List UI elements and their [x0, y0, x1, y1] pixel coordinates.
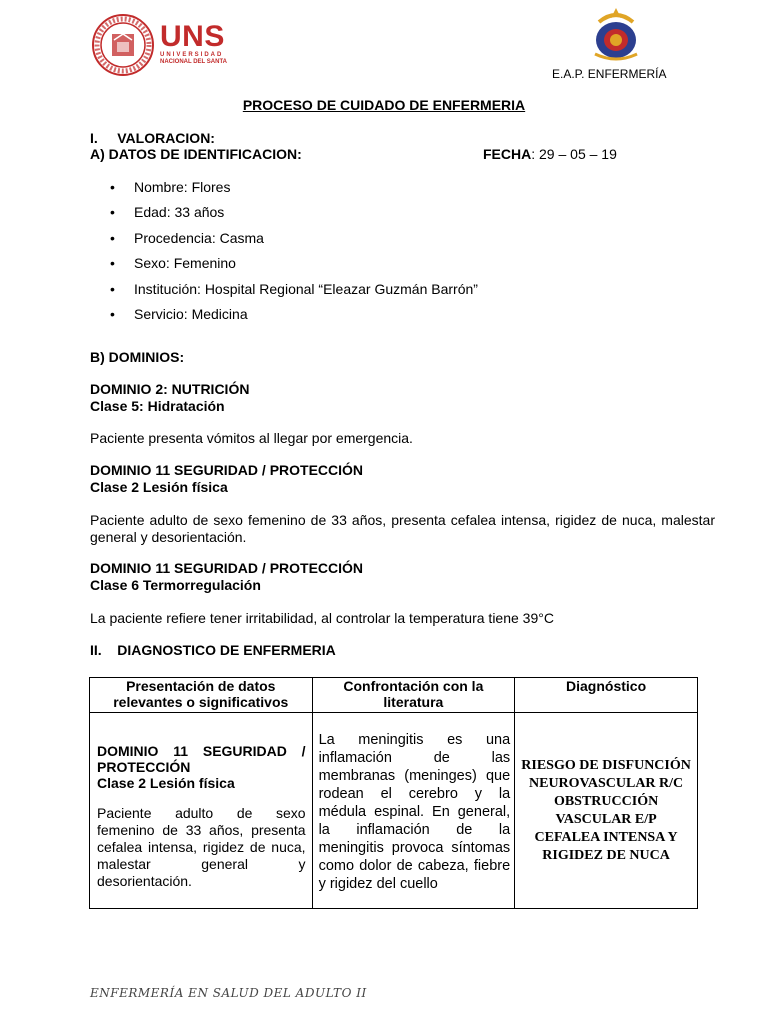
cell-data-text: Paciente adulto de sexo femenino de 33 años, presenta cefalea intensa, rigidez de nuca, malestar general y desorientación.	[97, 805, 306, 889]
domain-11a-class: Clase 2 Lesión física	[90, 479, 228, 495]
domain-2-text: Paciente presenta vómitos al llegar por emergencia.	[90, 430, 413, 446]
uns-wordmark	[160, 22, 227, 66]
date-value: : 29 – 05 – 19	[531, 146, 617, 162]
domain-11a-text: Paciente adulto de sexo femenino de 33 años, presenta cefalea intensa, rigidez de nuca, malestar general y desorientación.	[90, 512, 715, 545]
uns-subtitle-2: NACIONAL DEL SANTA	[160, 59, 228, 65]
domain-11b-title: DOMINIO 11 SEGURIDAD / PROTECCIÓN	[90, 560, 364, 576]
footer-course-name: ENFERMERÍA EN SALUD DEL ADULTO II	[90, 986, 367, 1000]
list-item-age: • Edad: 33 años	[110, 204, 478, 229]
school-name: E.A.P. ENFERMERÍA	[552, 67, 667, 81]
uns-logo-text: UNS	[160, 20, 225, 53]
domain-11b-text: La paciente refiere tener irritabilidad, al controlar la temperatura tiene 39°C	[90, 610, 554, 626]
table-header-row	[90, 678, 698, 713]
table-header-literature: Confrontación con la literatura	[312, 678, 515, 713]
table-cell-diagnosis: RIESGO DE DISFUNCIÓN NEUROVASCULAR R/C OBSTRUCCIÓN VASCULAR E/P CEFALEA INTENSA Y RIGIDEZ DE NUCA	[515, 713, 698, 909]
nursing-school-crest-logo	[585, 6, 647, 68]
dominios-heading: B) DOMINIOS:	[90, 349, 185, 365]
cell-domain-title: DOMINIO 11 SEGURIDAD /	[97, 743, 306, 759]
table-row	[90, 713, 698, 909]
identification-list	[110, 179, 478, 331]
uns-subtitle-1: UNIVERSIDAD	[160, 52, 224, 58]
domain-2-title: DOMINIO 2: NUTRICIÓN	[90, 381, 250, 397]
section-valoracion-heading: I. VALORACION:	[90, 130, 215, 146]
date-label: FECHA	[483, 146, 532, 162]
domain-2-class: Clase 5: Hidratación	[90, 398, 225, 414]
date-field	[483, 146, 617, 162]
list-item-sex: • Sexo: Femenino	[110, 255, 478, 280]
domain-11b-class: Clase 6 Termorregulación	[90, 577, 261, 593]
table-header-data: Presentación de datos relevantes o significativos	[90, 678, 313, 713]
university-seal-logo	[92, 14, 154, 76]
cell-domain-class: Clase 2 Lesión física	[97, 775, 235, 791]
table-header-diagnosis: Diagnóstico	[515, 678, 698, 713]
list-item-service: • Servicio: Medicina	[110, 306, 478, 331]
list-item-institution: • Institución: Hospital Regional “Eleazar Guzmán Barrón”	[110, 281, 478, 306]
list-item-name: • Nombre: Flores	[110, 179, 478, 204]
cell-domain-title-line2: PROTECCIÓN	[97, 759, 191, 775]
domain-11a-title: DOMINIO 11 SEGURIDAD / PROTECCIÓN	[90, 462, 364, 478]
identification-heading: A) DATOS DE IDENTIFICACION:	[90, 146, 302, 162]
document-title: PROCESO DE CUIDADO DE ENFERMERIA	[242, 97, 526, 113]
table-cell-data	[90, 713, 313, 909]
diagnosis-table	[89, 677, 698, 909]
table-cell-literature: La meningitis es una inflamación de las membranas (meninges) que rodean el cerebro y la médula espinal. En general, la inflamación de la meningitis provoca síntomas como dolor de cabeza, fiebre y rigidez del cuello	[312, 713, 515, 909]
section-diagnostico-heading: II. DIAGNOSTICO DE ENFERMERIA	[90, 642, 336, 658]
list-item-origin: • Procedencia: Casma	[110, 230, 478, 255]
